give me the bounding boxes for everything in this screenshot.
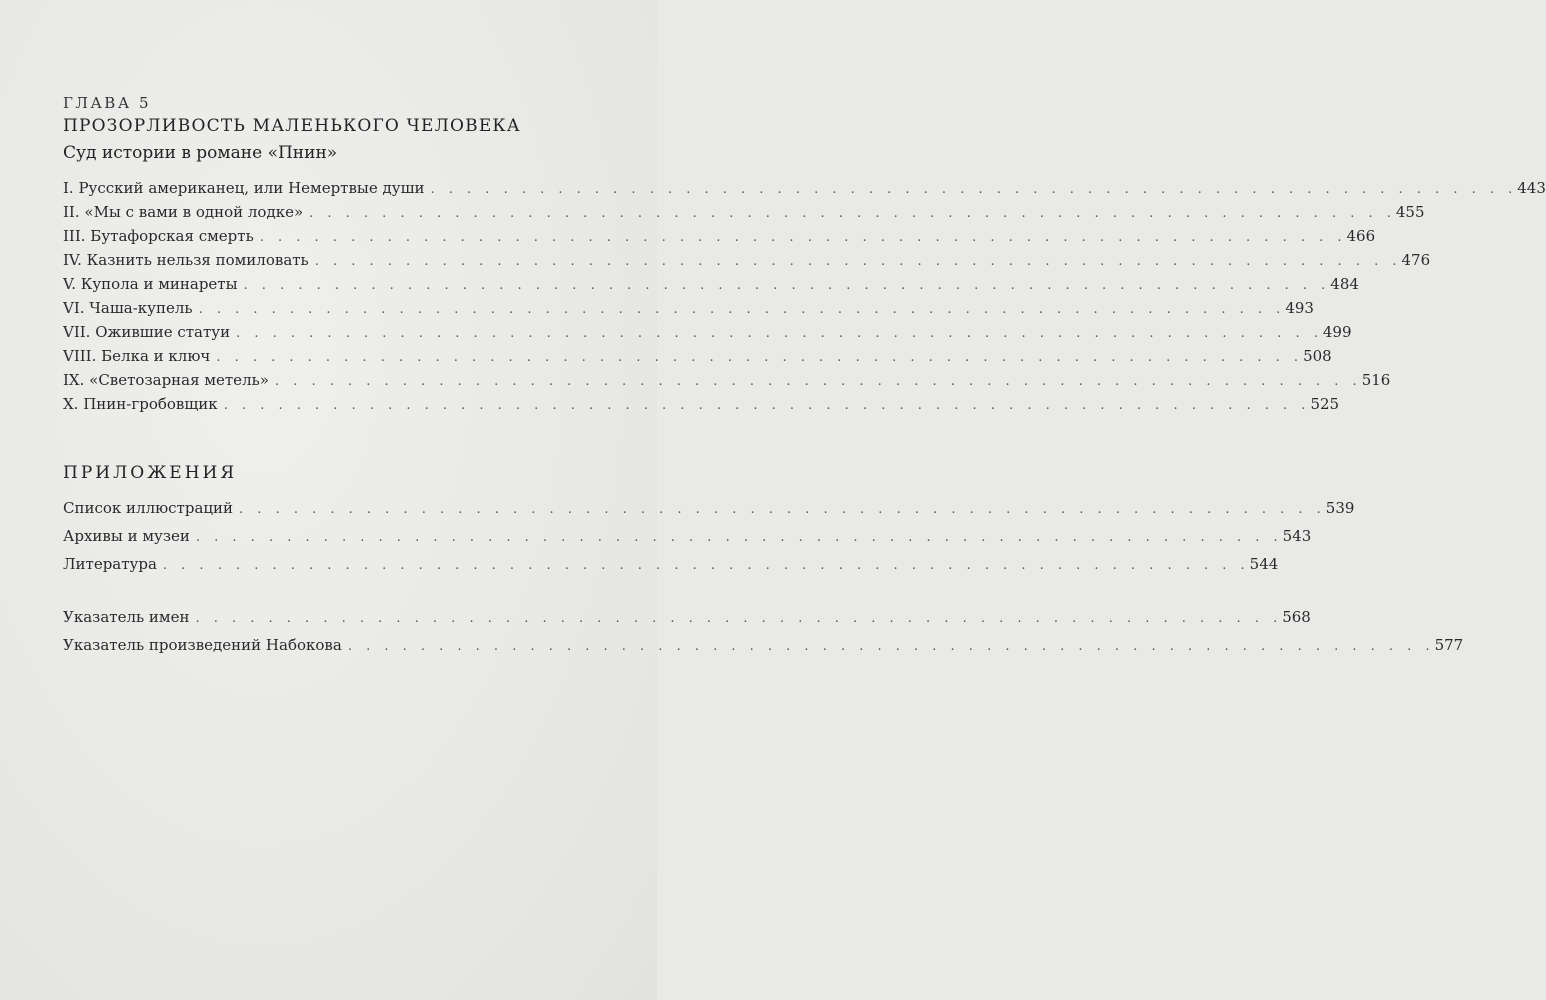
chapter-subtitle: Суд истории в романе «Пнин»	[63, 143, 338, 163]
toc-entry-title: Указатель имен	[63, 608, 190, 626]
toc-entry-title: VI. Чаша-купель	[63, 299, 193, 317]
toc-row[interactable]	[63, 346, 1332, 370]
toc-page-number: 508	[1303, 347, 1332, 365]
toc-entry-title: Список иллюстраций	[63, 499, 234, 517]
toc-leader-dots: . . . . . . . . . . . . . . . . . . . . . . . . . . . . . . . . . . . . . . . . . . . . . . . . . . . . . . . . . . . .	[195, 611, 1283, 626]
toc-leader-dots: . . . . . . . . . . . . . . . . . . . . . . . . . . . . . . . . . . . . . . . . . . . . . . . . . . . . . . . . . . . .	[309, 206, 1396, 221]
toc-leader-dots: . . . . . . . . . . . . . . . . . . . . . . . . . . . . . . . . . . . . . . . . . . . . . . . . . . . . . . . . . . . .	[195, 530, 1283, 545]
toc-entry-title: IX. «Светозарная метель»	[63, 371, 269, 389]
toc-page-number: 484	[1330, 275, 1359, 293]
toc-leader-dots: . . . . . . . . . . . . . . . . . . . . . . . . . . . . . . . . . . . . . . . . . . . . . . . . . . . . . . . . . . . .	[216, 350, 1304, 365]
toc-row[interactable]	[63, 394, 1340, 418]
toc-row[interactable]	[63, 178, 1546, 202]
toc-row[interactable]	[63, 298, 1314, 322]
toc-row[interactable]	[63, 607, 1311, 631]
toc-row[interactable]	[63, 226, 1376, 250]
toc-page-number: 577	[1434, 636, 1464, 654]
toc-entry-title: II. «Мы с вами в одной лодке»	[63, 203, 304, 221]
toc-leader-dots: . . . . . . . . . . . . . . . . . . . . . . . . . . . . . . . . . . . . . . . . . . . . . . . . . . . . . . . . . . . .	[198, 302, 1286, 317]
toc-entry-title: VII. Ожившие статуи	[63, 323, 231, 341]
toc-page-number: 476	[1401, 251, 1431, 269]
toc-leader-dots: . . . . . . . . . . . . . . . . . . . . . . . . . . . . . . . . . . . . . . . . . . . . . . . . . . . . . . . . . . . .	[347, 639, 1435, 654]
toc-entry-title: IV. Казнить нельзя помиловать	[63, 251, 309, 269]
toc-leader-dots: . . . . . . . . . . . . . . . . . . . . . . . . . . . . . . . . . . . . . . . . . . . . . . . . . . . . . . . . . . . .	[239, 502, 1326, 517]
toc-entry-title: Литература	[63, 555, 157, 573]
toc-leader-dots: . . . . . . . . . . . . . . . . . . . . . . . . . . . . . . . . . . . . . . . . . . . . . . . . . . . . . . . . . . . .	[243, 278, 1331, 293]
toc-leader-dots: . . . . . . . . . . . . . . . . . . . . . . . . . . . . . . . . . . . . . . . . . . . . . . . . . . . . . . . . . . . .	[223, 398, 1311, 413]
toc-row[interactable]	[63, 322, 1352, 346]
toc-leader-dots: . . . . . . . . . . . . . . . . . . . . . . . . . . . . . . . . . . . . . . . . . . . . . . . . . . . . . . . . . . . .	[162, 558, 1250, 573]
toc-page-number: 493	[1285, 299, 1314, 317]
toc-entry-title: X. Пнин-гробовщик	[63, 395, 218, 413]
toc-entry-title: Указатель произведений Набокова	[63, 636, 342, 654]
toc-page-number: 455	[1395, 203, 1425, 221]
toc-row[interactable]	[63, 202, 1425, 226]
toc-page-number: 516	[1361, 371, 1391, 389]
toc-page-number: 543	[1282, 527, 1312, 545]
toc-leader-dots: . . . . . . . . . . . . . . . . . . . . . . . . . . . . . . . . . . . . . . . . . . . . . . . . . . . . . . . . . . . .	[274, 374, 1362, 389]
toc-row[interactable]	[63, 274, 1359, 298]
toc-page-number: 499	[1322, 323, 1352, 341]
chapter-label: ГЛАВА 5	[63, 94, 152, 112]
toc-row[interactable]	[63, 370, 1391, 394]
toc-page-number: 544	[1249, 555, 1279, 573]
toc-row[interactable]	[63, 250, 1431, 274]
toc-leader-dots: . . . . . . . . . . . . . . . . . . . . . . . . . . . . . . . . . . . . . . . . . . . . . . . . . . . . . . . . . . . .	[314, 254, 1402, 269]
toc-row[interactable]	[63, 526, 1312, 550]
toc-page-number: 525	[1310, 395, 1340, 413]
toc-leader-dots: . . . . . . . . . . . . . . . . . . . . . . . . . . . . . . . . . . . . . . . . . . . . . . . . . . . . . . . . . . . .	[430, 182, 1518, 197]
toc-entry-title: III. Бутафорская смерть	[63, 227, 254, 245]
toc-page-number: 443	[1517, 179, 1546, 197]
toc-leader-dots: . . . . . . . . . . . . . . . . . . . . . . . . . . . . . . . . . . . . . . . . . . . . . . . . . . . . . . . . . . . .	[236, 326, 1323, 341]
toc-entry-title: Архивы и музеи	[63, 527, 190, 545]
toc-row[interactable]	[63, 554, 1279, 578]
toc-page-number: 568	[1282, 608, 1311, 626]
toc-entry-title: V. Купола и минареты	[63, 275, 238, 293]
toc-entry-title: I. Русский американец, или Немертвые души	[63, 179, 425, 197]
appendix-heading: ПРИЛОЖЕНИЯ	[63, 463, 238, 483]
toc-row[interactable]	[63, 635, 1464, 659]
toc-entry-title: VIII. Белка и ключ	[63, 347, 211, 365]
toc-leader-dots: . . . . . . . . . . . . . . . . . . . . . . . . . . . . . . . . . . . . . . . . . . . . . . . . . . . . . . . . . . . .	[259, 230, 1347, 245]
toc-page-number: 466	[1346, 227, 1376, 245]
chapter-title: ПРОЗОРЛИВОСТЬ МАЛЕНЬКОГО ЧЕЛОВЕКА	[63, 116, 521, 136]
toc-page-number: 539	[1325, 499, 1355, 517]
toc-row[interactable]	[63, 498, 1355, 522]
